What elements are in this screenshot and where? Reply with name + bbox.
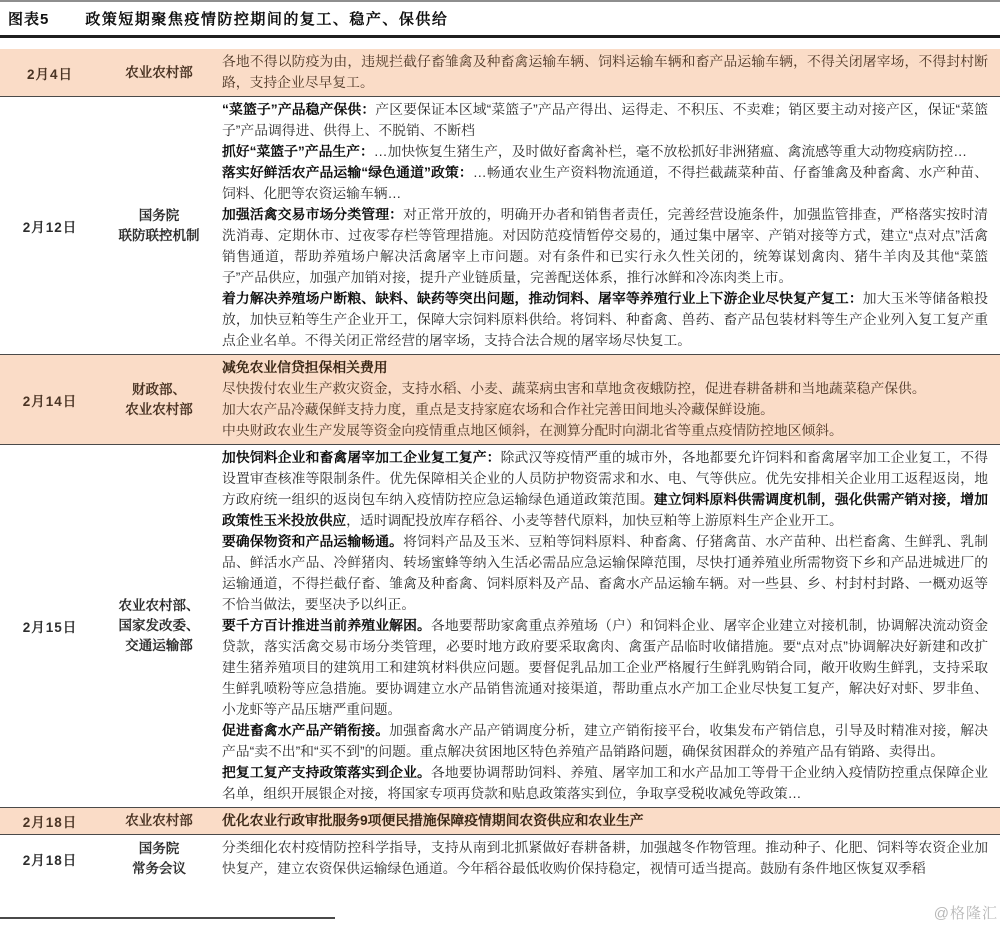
table-row [0, 96, 1000, 354]
department-line: 国务院 [138, 840, 180, 856]
table-row [0, 49, 1000, 96]
exhibit-header [0, 2, 1000, 38]
date-cell: 2月14日 [22, 393, 78, 409]
table-bottom-rule [0, 917, 335, 919]
content-cell [218, 97, 1000, 354]
content-cell [218, 808, 1000, 834]
department-line: 农业农村部 [125, 401, 193, 417]
policy-paragraph: 着力解决养殖场户断粮、缺料、缺药等突出问题，推动饲料、屠宰等养殖行业上下游企业尽快复产复工：加大玉米等储备粮投放，加快豆粕等生产企业开工，保障大宗饲料原料供给。将饲料、种畜禽、兽药、畜产品包装材料等生产企业列入复工复产重点企业名单。不得关闭正常经营的屠宰场，支持合法合规的屠宰场尽快复工。 [222, 291, 988, 348]
department-line: 国家发改委、 [118, 618, 200, 633]
policy-paragraph: 加强活禽交易市场分类管理：对正常开放的，明确开办者和销售者责任，完善经营设施条件，加强监管排查，严格落实按时清洗消毒、定期休市、过夜零存栏等管理措施。对因防范疫情暂停交易的，通过集中屠宰、产销对接等方式，建立“点对点”活禽销售通道，帮助养殖场户解决活禽屠宰上市问题。对有条件和已实行永久性关闭的，统筹谋划禽肉、猪牛羊肉及其他“菜篮子”产品供应，加强产加销对接，提升产业链质量，完善配送体系，推行冰鲜和冷冻肉类上市。 [222, 207, 989, 285]
department-line: 农业农村部、 [118, 598, 200, 613]
department-cell [100, 355, 218, 444]
department-line: 农业农村部 [125, 813, 193, 828]
content-cell [218, 355, 1000, 444]
policy-paragraph: 尽快拨付农业生产救灾资金，支持水稻、小麦、蔬菜病虫害和草地贪夜蛾防控，促进春耕备耕和当地蔬菜稳产保供。 [222, 381, 926, 396]
policy-paragraph: 各地不得以防疫为由，违规拦截仔畜雏禽及种畜禽运输车辆、饲料运输车辆和畜产品运输车辆，不得关闭屠宰场，不得封村断路，支持企业尽早复工。 [222, 54, 988, 90]
date-cell: 2月4日 [26, 66, 74, 82]
table-row [0, 444, 1000, 807]
department-line: 国务院 [138, 207, 180, 223]
content-cell [218, 835, 1000, 882]
policy-paragraph: 中央财政农业生产发展等资金向疫情重点地区倾斜，在测算分配时向湖北省等重点疫情防控地区倾斜。 [222, 423, 843, 438]
table-row [0, 354, 1000, 444]
table-row [0, 834, 1000, 882]
policy-paragraph: 抓好“菜篮子”产品生产：…加快恢复生猪生产，及时做好畜禽补栏，毫不放松抓好非洲猪瘟、禽流感等重大动物疫病防控… [222, 144, 968, 159]
department-cell [100, 808, 218, 834]
date-cell: 2月12日 [22, 219, 78, 235]
policy-paragraph: “菜篮子”产品稳产保供：产区要保证本区域“菜篮子”产品产得出、运得走、不积压、不卖难；销区要主动对接产区，保证“菜篮子”产品调得进、供得上、不脱销、不断档 [222, 102, 989, 138]
department-cell [100, 49, 218, 96]
department-line: 农业农村部 [125, 64, 193, 80]
exhibit-label: 图表5 [8, 11, 50, 28]
department-cell [100, 445, 218, 807]
policy-paragraph: 加大农产品冷藏保鲜支持力度，重点是支持家庭农场和合作社完善田间地头冷藏保鲜设施。 [222, 402, 774, 417]
date-cell: 2月18日 [22, 815, 78, 830]
department-cell [100, 835, 218, 882]
date-cell: 2月18日 [22, 852, 78, 868]
policy-paragraph: 把复工复产支持政策落实到企业。各地要协调帮助饲料、养殖、屠宰加工和水产品加工等骨干企业纳入疫情防控重点保障企业名单，组织开展银企对接，将国家专项再贷款和贴息政策落实到位，争取享受税收减免等政策… [222, 765, 989, 801]
policy-paragraph: 落实好鲜活农产品运输“绿色通道”政策：…畅通农业生产资料物流通道，不得拦截蔬菜种苗、仔畜雏禽及种畜禽、水产种苗、饲料、化肥等农资运输车辆… [222, 165, 989, 201]
department-line: 交通运输部 [125, 638, 193, 653]
policy-paragraph: 优化农业行政审批服务9项便民措施保障疫情期间农资供应和农业生产 [222, 813, 644, 828]
policy-paragraph: 促进畜禽水产品产销衔接。加强畜禽水产品产销调度分析，建立产销衔接平台，收集发布产销信息，引导及时精准对接，解决产品“卖不出”和“买不到”的问题。重点解决贫困地区特色养殖产品销路问题，确保贫困群众的养殖产品有销路、卖得出。 [222, 723, 988, 759]
department-line: 财政部、 [132, 381, 186, 397]
policy-table [0, 49, 1000, 882]
table-row [0, 807, 1000, 834]
content-cell [218, 49, 1000, 96]
policy-paragraph: 分类细化农村疫情防控科学指导，支持从南到北抓紧做好春耕备耕，加强越冬作物管理。推动种子、化肥、饲料等农资企业加快复产，建立农资保供运输绿色通道。今年稻谷最低收购价保持稳定，视情可适当提高。鼓励有条件地区恢复双季稻 [222, 840, 988, 876]
watermark: @格隆汇 [933, 905, 998, 922]
department-line: 常务会议 [132, 860, 186, 876]
policy-paragraph: 要千方百计推进当前养殖业解困。各地要帮助家禽重点养殖场（户）和饲料企业、屠宰企业建立对接机制，协调解决流动资金贷款，落实活禽交易市场分类管理，必要时地方政府要采取禽肉、禽蛋产品临时收储措施。要“点对点”协调解决好新建和改扩建生猪养殖项目的建筑用工和建筑材料供应问题。要督促乳品加工企业严格履行生鲜乳购销合同，敞开收购生鲜乳，支持采取生鲜乳喷粉等应急措施。要协调建立水产品销售流通对接渠道，帮助重点水产加工企业尽快复工复产，解决好对虾、罗非鱼、小龙虾等产品压塘严重问题。 [222, 618, 989, 717]
department-line: 联防联控机制 [118, 227, 200, 243]
content-cell [218, 445, 1000, 807]
policy-paragraph: 加快饲料企业和畜禽屠宰加工企业复工复产：除武汉等疫情严重的城市外，各地都要允许饲料和畜禽屠宰加工企业复工，不得设置审查核准等限制条件。优先保障相关企业的人员防护物资需求和水、电、气等供应。优先安排相关企业用工返程返岗，地方政府统一组织的返岗包车纳入疫情防控应急运输绿色通道政策范围。建立饲料原料供需调度机制，强化供需产销对接，增加政策性玉米投放供应，适时调配投放库存稻谷、小麦等替代原料，加快豆粕等上游原料生产企业开工。 [222, 450, 989, 528]
policy-paragraph: 减免农业信贷担保相关费用 [222, 360, 388, 375]
policy-paragraph: 要确保物资和产品运输畅通。将饲料产品及玉米、豆粕等饲料原料、种畜禽、仔猪禽苗、水产苗种、出栏畜禽、生鲜乳、乳制品、鲜活水产品、冷鲜猪肉、转场蜜蜂等纳入生活必需品应急运输保障范围，尽快打通养殖业所需物资下乡和产品进城进厂的运输通道，不得拦截仔畜、雏禽及种畜禽、饲料原料及产品、畜禽水产品运输车辆。对一些县、乡、村封村封路、一概劝返等不恰当做法，要坚决予以纠正。 [222, 534, 989, 612]
page-title: 政策短期聚焦疫情防控期间的复工、稳产、保供给 [85, 11, 449, 28]
department-cell [100, 97, 218, 354]
date-cell: 2月15日 [22, 620, 78, 635]
